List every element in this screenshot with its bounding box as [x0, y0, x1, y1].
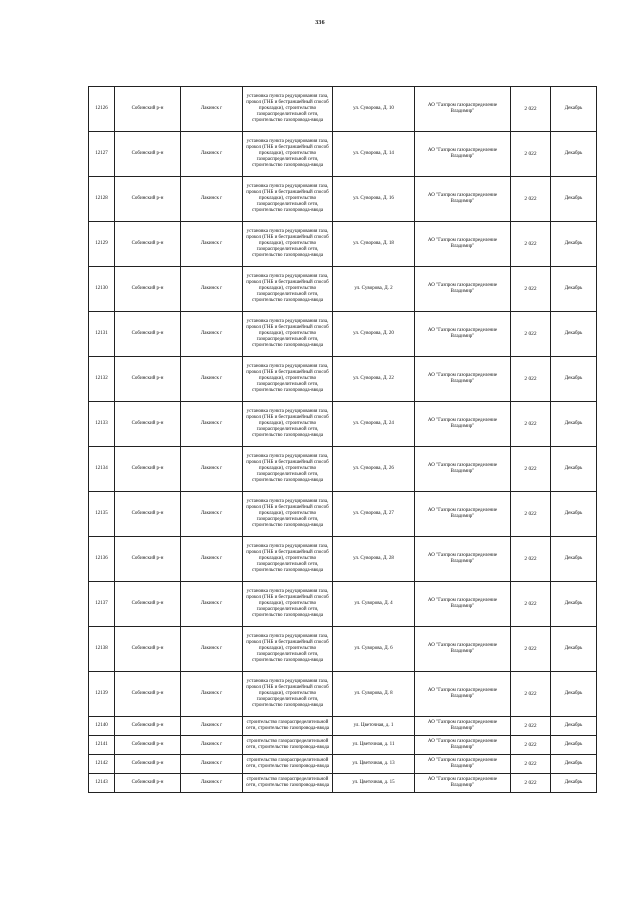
address-cell: ул. Суворова, Д. 2 — [333, 267, 415, 312]
month-cell: Декабрь — [551, 492, 597, 537]
work-description-cell: строительство газораспределительной сети, строительство газопровода-ввода — [243, 755, 333, 774]
locality-cell: Лакинск г — [181, 87, 243, 132]
district-cell: Собинский р-н — [115, 582, 181, 627]
year-cell: 2 022 — [511, 447, 551, 492]
year-cell: 2 022 — [511, 774, 551, 793]
locality-cell: Лакинск г — [181, 736, 243, 755]
row-number-cell: 12137 — [89, 582, 115, 627]
address-cell: ул. Цветочная, д. 13 — [333, 755, 415, 774]
work-description-cell: установка пункта редуцирования газа, прокол (ГНБ и бестраншейный способ прокладки), строительство газораспределительной сети, строительство газопровода-ввода — [243, 177, 333, 222]
work-description-cell: установка пункта редуцирования газа, прокол (ГНБ и бестраншейный способ прокладки), строительство газораспределительной сети, строительство газопровода-ввода — [243, 357, 333, 402]
row-number-cell: 12136 — [89, 537, 115, 582]
organization-cell: АО "Газпром газораспределение Владимир" — [415, 492, 511, 537]
address-cell: ул. Цветочная, д. 1 — [333, 717, 415, 736]
address-cell: ул. Цветочная, д. 15 — [333, 774, 415, 793]
address-cell: ул. Суворова, Д. 14 — [333, 132, 415, 177]
locality-cell: Лакинск г — [181, 357, 243, 402]
month-cell: Декабрь — [551, 717, 597, 736]
address-cell: ул. Суворова, Д. 27 — [333, 492, 415, 537]
district-cell: Собинский р-н — [115, 267, 181, 312]
organization-cell: АО "Газпром газораспределение Владимир" — [415, 87, 511, 132]
work-description-cell: установка пункта редуцирования газа, прокол (ГНБ и бестраншейный способ прокладки), строительство газораспределительной сети, строительство газопровода-ввода — [243, 672, 333, 717]
row-number-cell: 12132 — [89, 357, 115, 402]
locality-cell: Лакинск г — [181, 627, 243, 672]
work-description-cell: установка пункта редуцирования газа, прокол (ГНБ и бестраншейный способ прокладки), строительство газораспределительной сети, строительство газопровода-ввода — [243, 582, 333, 627]
row-number-cell: 12133 — [89, 402, 115, 447]
row-number-cell: 12130 — [89, 267, 115, 312]
work-description-cell: установка пункта редуцирования газа, прокол (ГНБ и бестраншейный способ прокладки), строительство газораспределительной сети, строительство газопровода-ввода — [243, 222, 333, 267]
work-description-cell: установка пункта редуцирования газа, прокол (ГНБ и бестраншейный способ прокладки), строительство газораспределительной сети, строительство газопровода-ввода — [243, 402, 333, 447]
table-row — [89, 357, 597, 402]
district-cell: Собинский р-н — [115, 492, 181, 537]
table-row — [89, 492, 597, 537]
organization-cell: АО "Газпром газораспределение Владимир" — [415, 627, 511, 672]
work-description-cell: установка пункта редуцирования газа, прокол (ГНБ и бестраншейный способ прокладки), строительство газораспределительной сети, строительство газопровода-ввода — [243, 627, 333, 672]
organization-cell: АО "Газпром газораспределение Владимир" — [415, 736, 511, 755]
month-cell: Декабрь — [551, 774, 597, 793]
table-row — [89, 312, 597, 357]
row-number-cell: 12126 — [89, 87, 115, 132]
month-cell: Декабрь — [551, 87, 597, 132]
table-row — [89, 87, 597, 132]
locality-cell: Лакинск г — [181, 672, 243, 717]
month-cell: Декабрь — [551, 222, 597, 267]
district-cell: Собинский р-н — [115, 87, 181, 132]
locality-cell: Лакинск г — [181, 222, 243, 267]
locality-cell: Лакинск г — [181, 447, 243, 492]
year-cell: 2 022 — [511, 582, 551, 627]
row-number-cell: 12138 — [89, 627, 115, 672]
organization-cell: АО "Газпром газораспределение Владимир" — [415, 582, 511, 627]
row-number-cell: 12143 — [89, 774, 115, 793]
month-cell: Декабрь — [551, 447, 597, 492]
table-row — [89, 717, 597, 736]
work-description-cell: установка пункта редуцирования газа, прокол (ГНБ и бестраншейный способ прокладки), строительство газораспределительной сети, строительство газопровода-ввода — [243, 447, 333, 492]
district-cell: Собинский р-н — [115, 736, 181, 755]
table-row — [89, 267, 597, 312]
row-number-cell: 12139 — [89, 672, 115, 717]
month-cell: Декабрь — [551, 582, 597, 627]
organization-cell: АО "Газпром газораспределение Владимир" — [415, 755, 511, 774]
month-cell: Декабрь — [551, 357, 597, 402]
year-cell: 2 022 — [511, 267, 551, 312]
district-cell: Собинский р-н — [115, 357, 181, 402]
row-number-cell: 12128 — [89, 177, 115, 222]
district-cell: Собинский р-н — [115, 755, 181, 774]
table-row — [89, 774, 597, 793]
address-cell: ул. Суворова, Д. 24 — [333, 402, 415, 447]
organization-cell: АО "Газпром газораспределение Владимир" — [415, 312, 511, 357]
table-row — [89, 402, 597, 447]
district-cell: Собинский р-н — [115, 177, 181, 222]
address-cell: ул. Суворова, Д. 22 — [333, 357, 415, 402]
year-cell: 2 022 — [511, 672, 551, 717]
month-cell: Декабрь — [551, 267, 597, 312]
work-description-cell: строительство газораспределительной сети, строительство газопровода-ввода — [243, 736, 333, 755]
organization-cell: АО "Газпром газораспределение Владимир" — [415, 402, 511, 447]
district-cell: Собинский р-н — [115, 717, 181, 736]
table-row — [89, 672, 597, 717]
row-number-cell: 12135 — [89, 492, 115, 537]
year-cell: 2 022 — [511, 87, 551, 132]
table-row — [89, 447, 597, 492]
organization-cell: АО "Газпром газораспределение Владимир" — [415, 537, 511, 582]
organization-cell: АО "Газпром газораспределение Владимир" — [415, 132, 511, 177]
work-description-cell: строительство газораспределительной сети, строительство газопровода-ввода — [243, 774, 333, 793]
work-description-cell: строительство газораспределительной сети, строительство газопровода-ввода — [243, 717, 333, 736]
year-cell: 2 022 — [511, 717, 551, 736]
address-cell: ул. Суворова, Д. 26 — [333, 447, 415, 492]
month-cell: Декабрь — [551, 132, 597, 177]
address-cell: ул. Суворова, Д. 20 — [333, 312, 415, 357]
work-description-cell: установка пункта редуцирования газа, прокол (ГНБ и бестраншейный способ прокладки), строительство газораспределительной сети, строительство газопровода-ввода — [243, 87, 333, 132]
year-cell: 2 022 — [511, 402, 551, 447]
table-row — [89, 177, 597, 222]
address-cell: ул. Суворова, Д. 10 — [333, 87, 415, 132]
organization-cell: АО "Газпром газораспределение Владимир" — [415, 267, 511, 312]
table-row — [89, 755, 597, 774]
table-row — [89, 582, 597, 627]
locality-cell: Лакинск г — [181, 312, 243, 357]
organization-cell: АО "Газпром газораспределение Владимир" — [415, 447, 511, 492]
organization-cell: АО "Газпром газораспределение Владимир" — [415, 717, 511, 736]
month-cell: Декабрь — [551, 312, 597, 357]
address-cell: ул. Суворова, Д. 4 — [333, 582, 415, 627]
month-cell: Декабрь — [551, 736, 597, 755]
district-cell: Собинский р-н — [115, 672, 181, 717]
locality-cell: Лакинск г — [181, 492, 243, 537]
year-cell: 2 022 — [511, 537, 551, 582]
month-cell: Декабрь — [551, 177, 597, 222]
locality-cell: Лакинск г — [181, 582, 243, 627]
locality-cell: Лакинск г — [181, 132, 243, 177]
month-cell: Декабрь — [551, 755, 597, 774]
district-cell: Собинский р-н — [115, 627, 181, 672]
locality-cell: Лакинск г — [181, 267, 243, 312]
address-cell: ул. Суворова, Д. 6 — [333, 627, 415, 672]
district-cell: Собинский р-н — [115, 402, 181, 447]
organization-cell: АО "Газпром газораспределение Владимир" — [415, 357, 511, 402]
year-cell: 2 022 — [511, 312, 551, 357]
work-description-cell: установка пункта редуцирования газа, прокол (ГНБ и бестраншейный способ прокладки), строительство газораспределительной сети, строительство газопровода-ввода — [243, 537, 333, 582]
district-cell: Собинский р-н — [115, 132, 181, 177]
year-cell: 2 022 — [511, 736, 551, 755]
address-cell: ул. Цветочная, д. 11 — [333, 736, 415, 755]
row-number-cell: 12129 — [89, 222, 115, 267]
work-description-cell: установка пункта редуцирования газа, прокол (ГНБ и бестраншейный способ прокладки), строительство газораспределительной сети, строительство газопровода-ввода — [243, 267, 333, 312]
month-cell: Декабрь — [551, 402, 597, 447]
row-number-cell: 12142 — [89, 755, 115, 774]
row-number-cell: 12141 — [89, 736, 115, 755]
table-row — [89, 736, 597, 755]
year-cell: 2 022 — [511, 492, 551, 537]
year-cell: 2 022 — [511, 627, 551, 672]
work-description-cell: установка пункта редуцирования газа, прокол (ГНБ и бестраншейный способ прокладки), строительство газораспределительной сети, строительство газопровода-ввода — [243, 492, 333, 537]
district-cell: Собинский р-н — [115, 537, 181, 582]
row-number-cell: 12134 — [89, 447, 115, 492]
address-cell: ул. Суворова, Д. 28 — [333, 537, 415, 582]
table-row — [89, 222, 597, 267]
year-cell: 2 022 — [511, 357, 551, 402]
locality-cell: Лакинск г — [181, 177, 243, 222]
locality-cell: Лакинск г — [181, 537, 243, 582]
work-description-cell: установка пункта редуцирования газа, прокол (ГНБ и бестраншейный способ прокладки), строительство газораспределительной сети, строительство газопровода-ввода — [243, 132, 333, 177]
district-cell: Собинский р-н — [115, 447, 181, 492]
organization-cell: АО "Газпром газораспределение Владимир" — [415, 672, 511, 717]
year-cell: 2 022 — [511, 222, 551, 267]
year-cell: 2 022 — [511, 132, 551, 177]
district-cell: Собинский р-н — [115, 312, 181, 357]
organization-cell: АО "Газпром газораспределение Владимир" — [415, 177, 511, 222]
organization-cell: АО "Газпром газораспределение Владимир" — [415, 774, 511, 793]
page-number: 336 — [315, 20, 325, 26]
locality-cell: Лакинск г — [181, 717, 243, 736]
work-description-cell: установка пункта редуцирования газа, прокол (ГНБ и бестраншейный способ прокладки), строительство газораспределительной сети, строительство газопровода-ввода — [243, 312, 333, 357]
row-number-cell: 12131 — [89, 312, 115, 357]
month-cell: Декабрь — [551, 627, 597, 672]
organization-cell: АО "Газпром газораспределение Владимир" — [415, 222, 511, 267]
table-row — [89, 537, 597, 582]
locality-cell: Лакинск г — [181, 774, 243, 793]
locality-cell: Лакинск г — [181, 755, 243, 774]
locality-cell: Лакинск г — [181, 402, 243, 447]
address-cell: ул. Суворова, Д. 8 — [333, 672, 415, 717]
address-cell: ул. Суворова, Д. 18 — [333, 222, 415, 267]
table-row — [89, 132, 597, 177]
district-cell: Собинский р-н — [115, 774, 181, 793]
register-body — [89, 87, 597, 793]
year-cell: 2 022 — [511, 755, 551, 774]
row-number-cell: 12127 — [89, 132, 115, 177]
table-row — [89, 627, 597, 672]
address-cell: ул. Суворова, Д. 16 — [333, 177, 415, 222]
row-number-cell: 12140 — [89, 717, 115, 736]
month-cell: Декабрь — [551, 537, 597, 582]
gasification-register-table — [88, 86, 597, 793]
year-cell: 2 022 — [511, 177, 551, 222]
district-cell: Собинский р-н — [115, 222, 181, 267]
month-cell: Декабрь — [551, 672, 597, 717]
